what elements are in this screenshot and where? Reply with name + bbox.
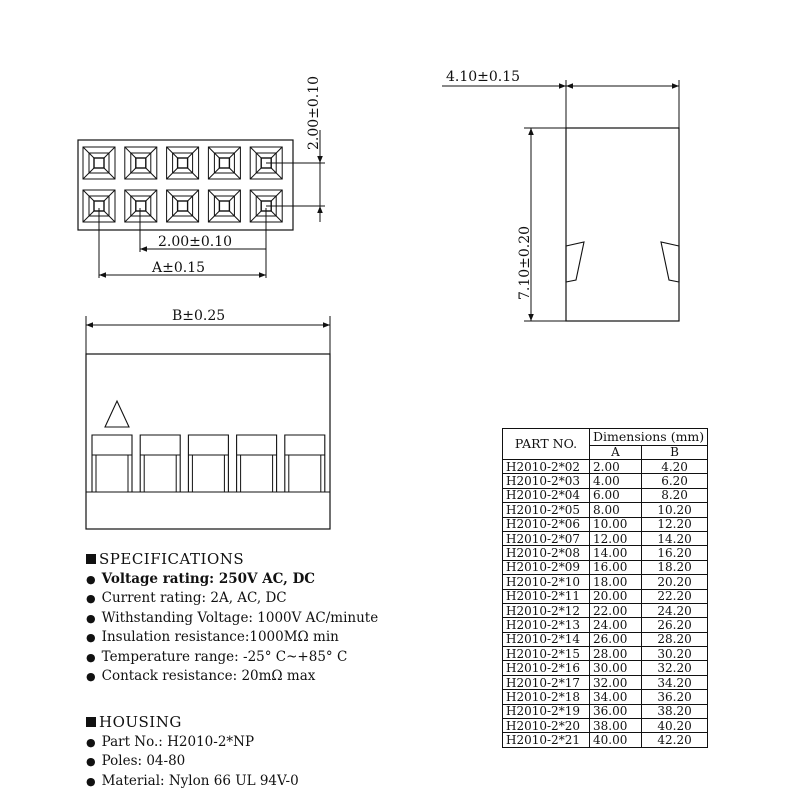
header-col-b: B (641, 445, 707, 459)
header-dimensions: Dimensions (mm) (590, 429, 708, 446)
part-number-cell: H2010-2*08 (503, 546, 590, 560)
table-row (503, 474, 708, 488)
dim-b-cell: 28.20 (641, 632, 707, 646)
bullet-icon: ● (86, 611, 96, 625)
dim-b-cell: 8.20 (641, 488, 707, 502)
dim-b-cell: 36.20 (641, 690, 707, 704)
specifications-item-text: Contack resistance: 20mΩ max (101, 668, 316, 684)
part-number-cell: H2010-2*03 (503, 474, 590, 488)
dim-b-cell: 32.20 (641, 661, 707, 675)
dim-b-cell: 22.20 (641, 589, 707, 603)
contact-cell (125, 147, 157, 179)
table-row (503, 618, 708, 632)
part-number-cell: H2010-2*10 (503, 575, 590, 589)
housing-item (86, 772, 299, 792)
part-number-cell: H2010-2*16 (503, 661, 590, 675)
front-slot (237, 435, 277, 492)
square-bullet-icon (86, 554, 96, 564)
part-number-cell: H2010-2*05 (503, 503, 590, 517)
dim-a-cell: 6.00 (590, 488, 642, 502)
dim-a-cell: 24.00 (590, 618, 642, 632)
part-number-cell: H2010-2*04 (503, 488, 590, 502)
part-number-cell: H2010-2*02 (503, 460, 590, 474)
part-number-cell: H2010-2*09 (503, 560, 590, 574)
dim-b-cell: 26.20 (641, 618, 707, 632)
square-bullet-icon (86, 717, 96, 727)
dim-b-label: B±0.25 (172, 308, 226, 324)
front-slots (86, 435, 330, 492)
dim-b-cell: 24.20 (641, 603, 707, 617)
specifications-item-text: Current rating: 2A, AC, DC (101, 590, 287, 606)
dim-a-cell: 34.00 (590, 690, 642, 704)
pin-one-triangle (105, 401, 129, 427)
specifications-item (86, 667, 378, 687)
dim-b-cell: 30.20 (641, 647, 707, 661)
header-col-a: A (590, 445, 642, 459)
pitch-vertical-label: 2.00±0.10 (306, 75, 322, 150)
dim-a-cell: 22.00 (590, 603, 642, 617)
dim-a-cell: 32.00 (590, 675, 642, 689)
dim-b-cell: 4.20 (641, 460, 707, 474)
part-number-cell: H2010-2*12 (503, 603, 590, 617)
side-latch-right (661, 242, 679, 282)
dim-a-cell: 20.00 (590, 589, 642, 603)
specifications-item-text: Withstanding Voltage: 1000V AC/minute (101, 609, 379, 626)
height-side-label: 7.10±0.20 (517, 225, 533, 300)
contact-cell (125, 190, 157, 222)
bullet-icon: ● (86, 774, 96, 788)
dim-a-label: A±0.15 (152, 260, 206, 276)
dim-a-cell: 2.00 (590, 460, 642, 474)
part-number-cell: H2010-2*21 (503, 733, 590, 747)
part-number-cell: H2010-2*19 (503, 704, 590, 718)
part-number-cell: H2010-2*17 (503, 675, 590, 689)
contact-cells (83, 147, 282, 222)
table-row (503, 690, 708, 704)
dim-a-cell: 14.00 (590, 546, 642, 560)
table-row (503, 460, 708, 474)
bullet-icon: ● (86, 592, 96, 605)
table-row (503, 488, 708, 502)
table-row (503, 531, 708, 545)
front-slot (188, 435, 228, 492)
table-row (503, 704, 708, 718)
side-view-outline (566, 128, 679, 321)
table-row (503, 503, 708, 517)
dim-a-cell: 8.00 (590, 503, 642, 517)
dimensions-table-body (503, 460, 708, 748)
specifications-block (86, 550, 378, 687)
dim-a-cell: 26.00 (590, 632, 642, 646)
dim-b-cell: 16.20 (641, 546, 707, 560)
dim-b-cell: 12.20 (641, 517, 707, 531)
housing-item (86, 733, 299, 753)
bullet-icon: ● (86, 650, 96, 664)
contact-cell (208, 147, 240, 179)
housing-item-text: Part No.: H2010-2*NP (101, 733, 255, 750)
dim-b-cell: 40.20 (641, 719, 707, 733)
front-slot (140, 435, 180, 492)
part-number-cell: H2010-2*13 (503, 618, 590, 632)
width-side-label: 4.10±0.15 (446, 69, 521, 85)
housing-header (86, 713, 299, 733)
table-row (503, 546, 708, 560)
table-row (503, 675, 708, 689)
dim-a-cell: 10.00 (590, 517, 642, 531)
table-row (503, 589, 708, 603)
dim-a-cell: 4.00 (590, 474, 642, 488)
header-part-no: PART NO. (503, 429, 590, 460)
specifications-item (86, 609, 378, 629)
side-latch-left (566, 242, 584, 282)
dim-b-cell: 34.20 (641, 675, 707, 689)
part-number-cell: H2010-2*11 (503, 589, 590, 603)
dim-a-cell: 28.00 (590, 647, 642, 661)
dim-b-cell: 38.20 (641, 704, 707, 718)
front-slot (285, 435, 325, 492)
pitch-horizontal-label: 2.00±0.10 (158, 234, 233, 250)
specifications-list (86, 570, 378, 687)
housing-item-text: Material: Nylon 66 UL 94V-0 (101, 772, 299, 789)
dim-a-cell: 12.00 (590, 531, 642, 545)
table-row (503, 719, 708, 733)
housing-block (86, 713, 299, 791)
side-view (566, 128, 679, 321)
dim-b-cell: 20.20 (641, 575, 707, 589)
part-number-cell: H2010-2*14 (503, 632, 590, 646)
specifications-title: SPECIFICATIONS (99, 550, 245, 568)
dim-width-side (442, 80, 679, 128)
dim-a-cell: 16.00 (590, 560, 642, 574)
table-row (503, 603, 708, 617)
top-view (78, 140, 293, 230)
contact-cell (167, 190, 199, 222)
specifications-item (86, 589, 378, 609)
housing-item (86, 752, 299, 772)
housing-item-text: Poles: 04-80 (101, 753, 186, 769)
housing-title: HOUSING (99, 713, 182, 731)
part-number-cell: H2010-2*07 (503, 531, 590, 545)
table-row (503, 733, 708, 747)
bullet-icon: ● (86, 735, 96, 749)
bullet-icon: ● (86, 572, 96, 586)
table-row (503, 632, 708, 646)
part-number-cell: H2010-2*18 (503, 690, 590, 704)
front-view-outline (86, 354, 330, 529)
dim-b-cell: 18.20 (641, 560, 707, 574)
dim-b-cell: 42.20 (641, 733, 707, 747)
specifications-item-text: Insulation resistance:1000MΩ min (101, 629, 339, 645)
part-number-cell: H2010-2*20 (503, 719, 590, 733)
dimensions-table (502, 428, 708, 748)
dim-a-cell: 38.00 (590, 719, 642, 733)
part-number-cell: H2010-2*15 (503, 647, 590, 661)
specifications-item-text: Voltage rating: 250V AC, DC (101, 570, 316, 587)
table-row (503, 517, 708, 531)
specifications-item (86, 628, 378, 648)
table-row (503, 560, 708, 574)
specifications-item-text: Temperature range: -25° C~+85° C (101, 648, 348, 665)
dim-a-cell: 40.00 (590, 733, 642, 747)
specifications-item (86, 648, 378, 668)
bullet-icon: ● (86, 755, 96, 768)
housing-list (86, 733, 299, 792)
front-slot (92, 435, 132, 492)
bullet-icon: ● (86, 670, 96, 683)
dim-a-cell: 30.00 (590, 661, 642, 675)
dim-b-cell: 14.20 (641, 531, 707, 545)
contact-cell (167, 147, 199, 179)
dim-b-cell: 6.20 (641, 474, 707, 488)
part-number-cell: H2010-2*06 (503, 517, 590, 531)
specifications-item (86, 570, 378, 590)
table-row (503, 647, 708, 661)
dim-b-cell: 10.20 (641, 503, 707, 517)
specifications-header (86, 550, 378, 570)
front-view (86, 354, 330, 529)
table-row (503, 575, 708, 589)
table-row (503, 661, 708, 675)
contact-cell (208, 190, 240, 222)
dim-a-cell: 18.00 (590, 575, 642, 589)
contact-cell (83, 147, 115, 179)
bullet-icon: ● (86, 631, 96, 644)
dim-a-cell: 36.00 (590, 704, 642, 718)
